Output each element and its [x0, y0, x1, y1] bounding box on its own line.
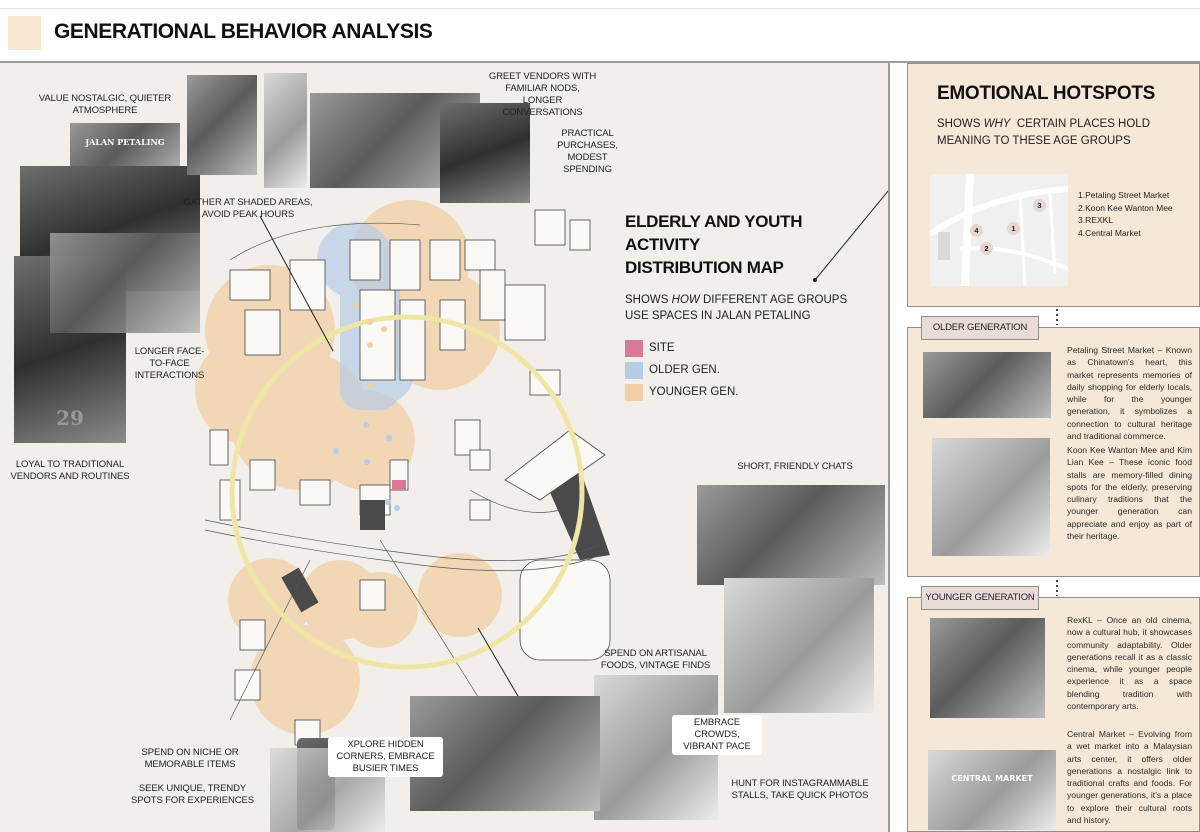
older-generation-tab: OLDER GENERATION	[921, 316, 1039, 340]
legend-swatch-site	[625, 340, 643, 357]
site-marker	[392, 480, 406, 490]
note-practical: PRACTICAL PURCHASES, MODEST SPENDING	[557, 128, 618, 175]
younger-generation-tab: YOUNGER GENERATION	[921, 586, 1039, 610]
distribution-canvas	[0, 63, 890, 832]
note-hunt: HUNT FOR INSTAGRAMMABLE STALLS, TAKE QUICK PHOTOS	[731, 778, 869, 801]
header-swatch	[8, 16, 41, 50]
koon-kee-photo	[932, 438, 1050, 556]
connector-dots	[1056, 580, 1058, 596]
younger-desc-2: Central Market – Evolving from a wet market into a Malaysian arts center, it offers older generations a nostalgic link to traditional crafts and foods. For younger generations, it's a place to explore their cultural roots and history.	[1067, 729, 1192, 826]
hotspots-minimap	[930, 174, 1068, 286]
note-chats: SHORT, FRIENDLY CHATS	[737, 461, 853, 472]
note-face: LONGER FACE-TO-FACE INTERACTIONS	[134, 346, 205, 381]
petaling-gate-photo: JALAN PETALING	[70, 123, 180, 183]
petaling-gate-photo-small	[923, 352, 1051, 418]
note-explore: XPLORE HIDDEN CORNERS, EMBRACE BUSIER TIMES	[328, 737, 443, 777]
hotspot-item: 1.Petaling Street Market	[1078, 190, 1170, 200]
clock-calendar-photo	[264, 73, 307, 188]
map-title: ELDERLY AND YOUTH ACTIVITY DISTRIBUTION MAP	[625, 212, 803, 277]
older-generation-panel	[907, 327, 1200, 577]
hotspots-panel	[907, 63, 1200, 307]
legend-swatch-older	[625, 362, 643, 379]
note-crowds: EMBRACE CROWDS, VIBRANT PACE	[672, 715, 762, 755]
cafe-interior-photo	[724, 578, 874, 713]
minimap-pin-4[interactable]: 4	[970, 224, 983, 237]
seated-elderly-photo	[50, 233, 200, 333]
older-desc-2: Koon Kee Wanton Mee and Kim Lian Kee – These iconic food stalls are memory-filled dining spots for the elderly, preserving culinary traditions that the younger generation can appreciate and enjoy as part of their heritage.	[1067, 445, 1192, 542]
central-market-photo: CENTRAL MARKET	[928, 750, 1056, 830]
page-title: GENERATIONAL BEHAVIOR ANALYSIS	[54, 20, 433, 43]
street-vendor-photo	[187, 75, 257, 175]
younger-generation-panel	[907, 597, 1200, 832]
note-nostalgic: VALUE NOSTALGIC, QUIETER ATMOSPHERE	[38, 93, 172, 116]
connector-dots	[1056, 309, 1058, 325]
shrine-calendar-photo: 29	[14, 256, 126, 443]
note-greet: GREET VENDORS WITH FAMILIAR NODS, LONGER CONVERSATIONS	[488, 71, 597, 118]
minimap-pin-2[interactable]: 2	[980, 242, 993, 255]
note-loyal: LOYAL TO TRADITIONAL VENDORS AND ROUTINES	[10, 459, 130, 482]
hotspots-title: EMOTIONAL HOTSPOTS	[937, 83, 1156, 104]
legend-younger: YOUNGER GEN.	[625, 381, 738, 403]
hotspot-item: 4.Central Market	[1078, 227, 1141, 238]
note-niche: SPEND ON NICHE OR MEMORABLE ITEMS	[141, 747, 239, 770]
hotspot-item: 2.Koon Kee Wanton Mee	[1078, 202, 1173, 213]
legend-older: OLDER GEN.	[625, 359, 738, 381]
hotspot-item: 3.REXKL	[1078, 215, 1113, 225]
rexkl-photo	[930, 618, 1045, 718]
minimap-pin-3[interactable]: 3	[1033, 199, 1046, 212]
legend-swatch-younger	[625, 384, 643, 401]
note-artisanal: SPEND ON ARTISANAL FOODS, VINTAGE FINDS	[600, 648, 711, 671]
minimap-roads	[930, 174, 1068, 286]
note-trendy: SEEK UNIQUE, TRENDY SPOTS FOR EXPERIENCES	[130, 783, 254, 806]
legend-site: SITE	[625, 337, 738, 359]
younger-desc-1: RexKL – Once an old cinema, now a cultural hub, it showcases community adaptability. Older generations recall it as a classic cinema, while younger people experience it as a space blending tradition with contemporary arts.	[1067, 615, 1192, 712]
hotspots-subtitle: SHOWS WHY CERTAIN PLACES HOLD MEANING TO THESE AGE GROUPS	[937, 118, 1151, 147]
map-legend	[625, 337, 738, 403]
map-subtitle: SHOWS HOW DIFFERENT AGE GROUPS USE SPACES IN JALAN PETALING	[625, 294, 848, 322]
minimap-pin-1[interactable]: 1	[1007, 222, 1020, 235]
top-divider	[0, 8, 1200, 9]
older-desc-1: Petaling Street Market – Known as Chinatown's heart, this market represents memories of daily shopping for elderly locals, while for the younger generation, it symbolizes a connection to cultural heritage and traditional commerce.	[1067, 345, 1192, 442]
hotspots-list	[1078, 189, 1173, 239]
note-shaded: GATHER AT SHADED AREAS, AVOID PEAK HOURS	[183, 197, 313, 220]
selfie-group-photo	[697, 485, 885, 585]
